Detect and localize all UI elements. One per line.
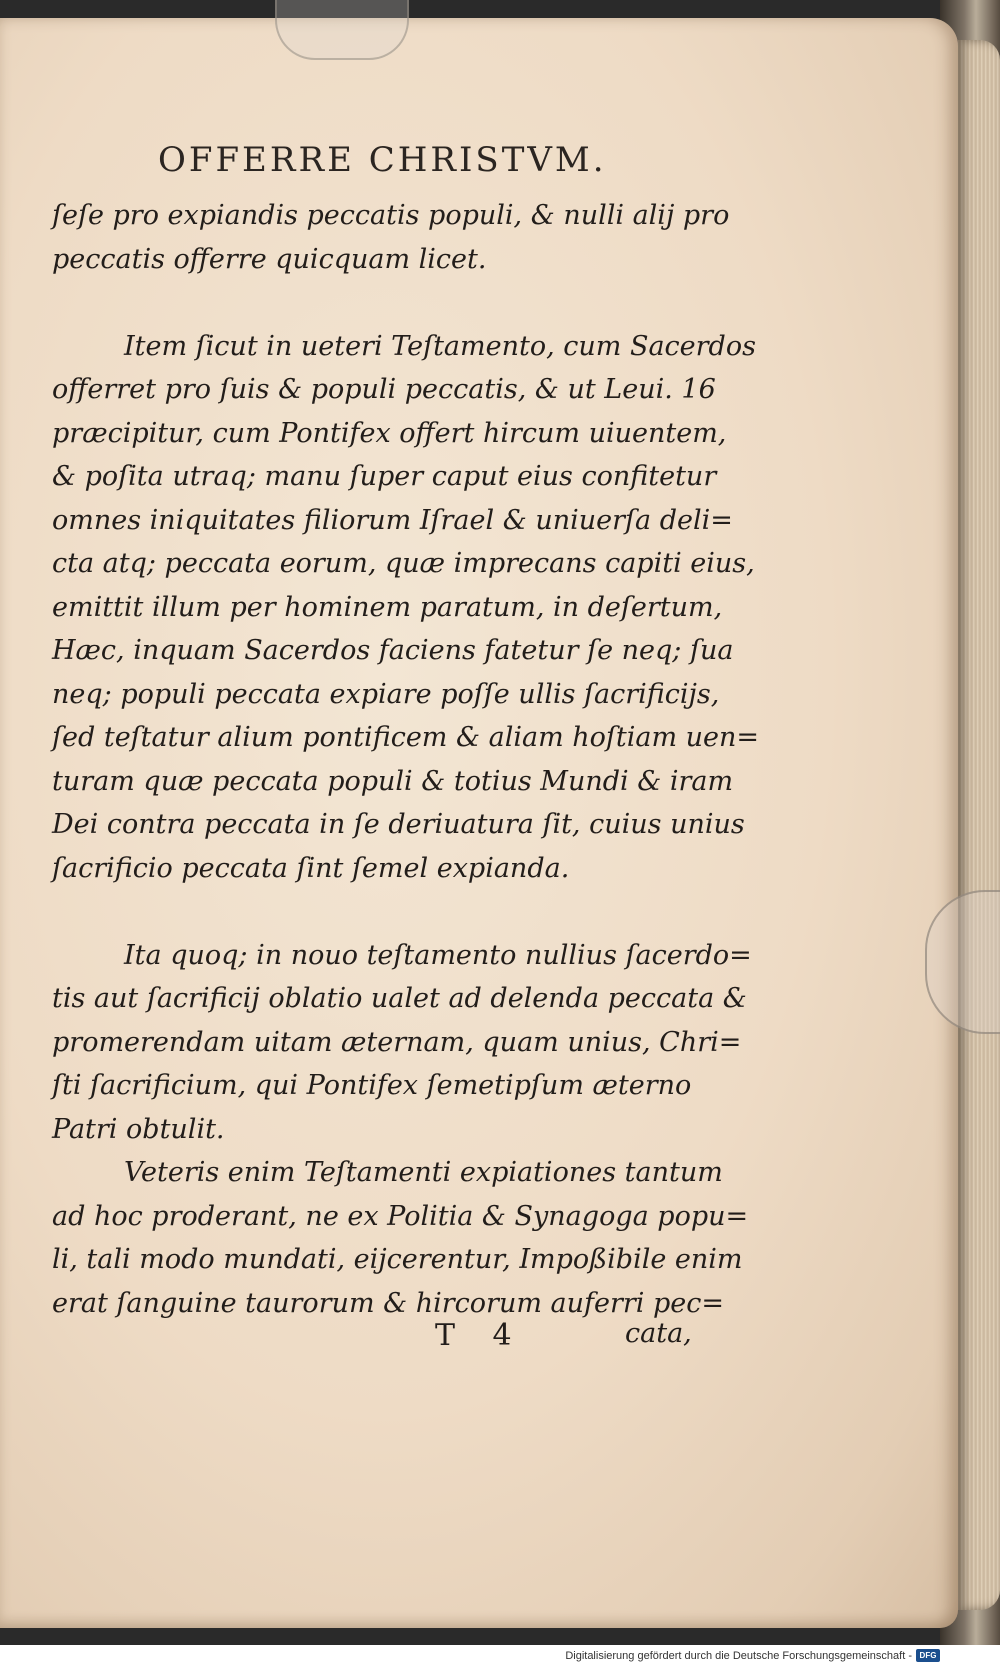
funding-bar <box>0 1645 1000 1667</box>
book-page <box>0 18 958 1628</box>
text-line: erat ſanguine taurorum & hircorum auferri pec= <box>52 1287 725 1319</box>
text-line: ſacrificio peccata ſint ſemel expianda. <box>52 852 570 884</box>
page-footer <box>0 1318 958 1368</box>
text-line: turam quæ peccata populi & totius Mundi & iram <box>52 765 734 797</box>
text-line: Veteris enim Teſtamenti expiationes tantum <box>124 1157 723 1188</box>
text-line: ſed teſtatur alium pontificem & aliam hoſtiam uen= <box>52 722 760 753</box>
text-line: ſti ſacrificium, qui Pontifex ſemetipſum æterno <box>52 1070 692 1101</box>
text-line: li, tali modo mundati, eijcerentur, Impoßibile enim <box>52 1244 743 1275</box>
text-line: Dei contra peccata in ſe deriuatura ſit, cuius unius <box>52 809 745 840</box>
dfg-logo: DFG <box>916 1649 940 1662</box>
text-line: Hæc, inquam Sacerdos faciens fatetur ſe neq; ſua <box>52 635 734 666</box>
catchword: cata, <box>625 1318 692 1349</box>
text-line: Patri obtulit. <box>52 1113 225 1145</box>
text-line: emittit illum per hominem paratum, in deſertum, <box>52 591 723 623</box>
text-line: tis aut ſacrificij oblatio ualet ad delenda peccata & <box>52 983 747 1014</box>
paragraph-gap <box>52 281 712 325</box>
page-header: OFFERRE CHRISTVM. <box>158 140 607 180</box>
funding-credit: Digitalisierung gefördert durch die Deutsche Forschungsgemeinschaft - <box>565 1650 912 1662</box>
text-line: ſeſe pro expiandis peccatis populi, & nulli alij pro <box>52 200 730 231</box>
top-clip <box>275 0 409 60</box>
text-line: Ita quoq; in nouo teſtamento nullius ſacerdo= <box>124 939 752 971</box>
text-line: ad hoc proderant, ne ex Politia & Synagoga popu= <box>52 1200 749 1232</box>
signature-mark: T 4 <box>435 1318 526 1353</box>
text-line: Item ſicut in ueteri Teſtamento, cum Sacerdos <box>124 330 756 362</box>
body-text <box>52 194 760 1325</box>
text-line: omnes iniquitates filiorum Iſrael & uniuerſa deli= <box>52 504 733 536</box>
page-edges <box>958 40 1000 1610</box>
text-line: neq; populi peccata expiare poſſe ullis ſacrificijs, <box>52 678 720 710</box>
text-line: cta atq; peccata eorum, quæ imprecans capiti eius, <box>52 548 755 579</box>
text-line: peccatis offerre quicquam licet. <box>52 243 487 275</box>
paragraph-gap <box>52 890 712 934</box>
text-line: promerendam uitam æternam, quam unius, Chri= <box>52 1026 742 1058</box>
text-line: offerret pro ſuis & populi peccatis, & ut Leui. 16 <box>52 374 716 405</box>
text-line: præcipitur, cum Pontifex offert hircum uiuentem, <box>52 417 727 449</box>
text-line: & poſita utraq; manu ſuper caput eius confitetur <box>52 461 717 492</box>
